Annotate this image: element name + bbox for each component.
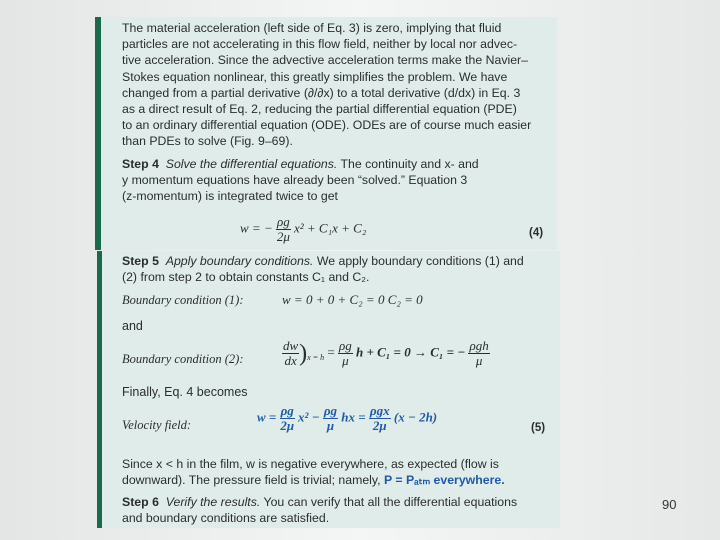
paragraph-line: than PDEs to solve (Fig. 9–69).: [122, 134, 293, 149]
bc2-equation: $\frac{dw}{dx}$ )$_{x = h}$ = $\frac{\rho g}{\mu}$ h + C₁ = 0 → C₁ = − $\frac{\text{ρgh}}{\mu}$: [283, 338, 489, 368]
textbook-scan-top: [95, 17, 557, 250]
boundary-condition-2: [122, 351, 244, 367]
step6-line: and boundary conditions are satisfied.: [122, 511, 330, 526]
fraction: $\frac{\text{ρgh}}{\mu}$: [469, 338, 489, 368]
paragraph-line: particles are not accelerating in this flow field, neither by local nor advec-: [122, 37, 518, 52]
since-paragraph: [122, 456, 550, 488]
step6-paragraph: [122, 494, 550, 526]
bc2-label: Boundary condition (2):: [122, 352, 244, 366]
step4-label: Step 4: [122, 157, 159, 171]
derivative-fraction: $\frac{dw}{dx}$: [283, 338, 299, 368]
accent-bar-top: [95, 17, 101, 250]
step5-label: Step 5: [122, 254, 159, 268]
step6-title: Verify the results.: [165, 495, 261, 509]
step5-title: Apply boundary conditions.: [165, 254, 314, 268]
and-text: and: [122, 319, 143, 333]
page-number: 90: [662, 497, 677, 512]
equation-number-5: (5): [531, 422, 546, 434]
paragraph-line: changed from a partial derivative (∂/∂x) to a total derivative (d/dx) in Eq. 3: [122, 85, 521, 100]
paragraph-line: The material acceleration (left side of Eq. 3) is zero, implying that fluid: [122, 21, 502, 35]
step5-paragraph: [122, 253, 550, 285]
fraction: $\frac{\rho g}{2\mu}$: [276, 214, 290, 244]
velocity-field-equation: w = $\frac{\rho g}{2\mu}$ x² − $\frac{\rho g}{\mu}$ hx = $\frac{\text{ρgx}}{2\mu}$ (x − 2h): [257, 403, 438, 433]
step5-line: (2) from step 2 to obtain constants C₁ and C₂.: [122, 270, 370, 285]
paragraph-line: tive acceleration. Since the advective acceleration terms make the Navier–: [122, 53, 528, 68]
equation-number-4: (4): [529, 227, 544, 239]
since-line: downward). The pressure field is trivial; namely,: [122, 473, 384, 488]
textbook-scan-bottom: [97, 251, 560, 528]
step4-line: (z-momentum) is integrated twice to get: [122, 189, 338, 204]
accent-bar-bottom: [97, 251, 102, 528]
velocity-field-label-row: [122, 417, 191, 433]
since-line: Since x < h in the film, w is negative everywhere, as expected (flow is: [122, 457, 499, 471]
step4-text: The continuity and x- and: [337, 157, 479, 171]
pressure-field-result: P = Pₐₜₘ everywhere.: [383, 473, 505, 488]
fraction: $\frac{\rho g}{\mu}$: [323, 403, 338, 433]
boundary-condition-1: [122, 292, 244, 308]
bc1-equation: w = 0 + 0 + C₂ = 0 C₂ = 0: [282, 292, 423, 307]
bc1-label: Boundary condition (1):: [122, 293, 244, 307]
paragraph-line: to an ordinary differential equation (ODE). ODEs are of course much easier: [122, 118, 532, 133]
fraction: $\frac{\rho g}{\mu}$: [338, 338, 352, 368]
step4-title: Solve the differential equations.: [165, 157, 338, 171]
step6-text: You can verify that all the differential equations: [260, 495, 518, 509]
finally-text: Finally, Eq. 4 becomes: [122, 385, 248, 399]
fraction: $\frac{\text{ρgx}}{2\mu}$: [369, 403, 390, 433]
paragraph-line: Stokes equation nonlinear, this greatly simplifies the problem. We have: [122, 69, 508, 84]
intro-paragraph: [122, 20, 550, 150]
step4-paragraph: [122, 156, 550, 205]
fraction: $\frac{\rho g}{2\mu}$: [280, 403, 295, 433]
step6-label: Step 6: [122, 495, 159, 509]
paragraph-line: as a direct result of Eq. 2, reducing the partial differential equation (PDE): [122, 102, 517, 117]
step5-text: We apply boundary conditions (1) and: [313, 254, 524, 268]
velocity-field-label: Velocity field:: [122, 418, 192, 432]
equation-4: w = − $\frac{\rho g}{2\mu}$ x² + C₁x + C₂: [240, 214, 367, 244]
step4-line: y momentum equations have already been “solved.” Equation 3: [122, 173, 468, 188]
